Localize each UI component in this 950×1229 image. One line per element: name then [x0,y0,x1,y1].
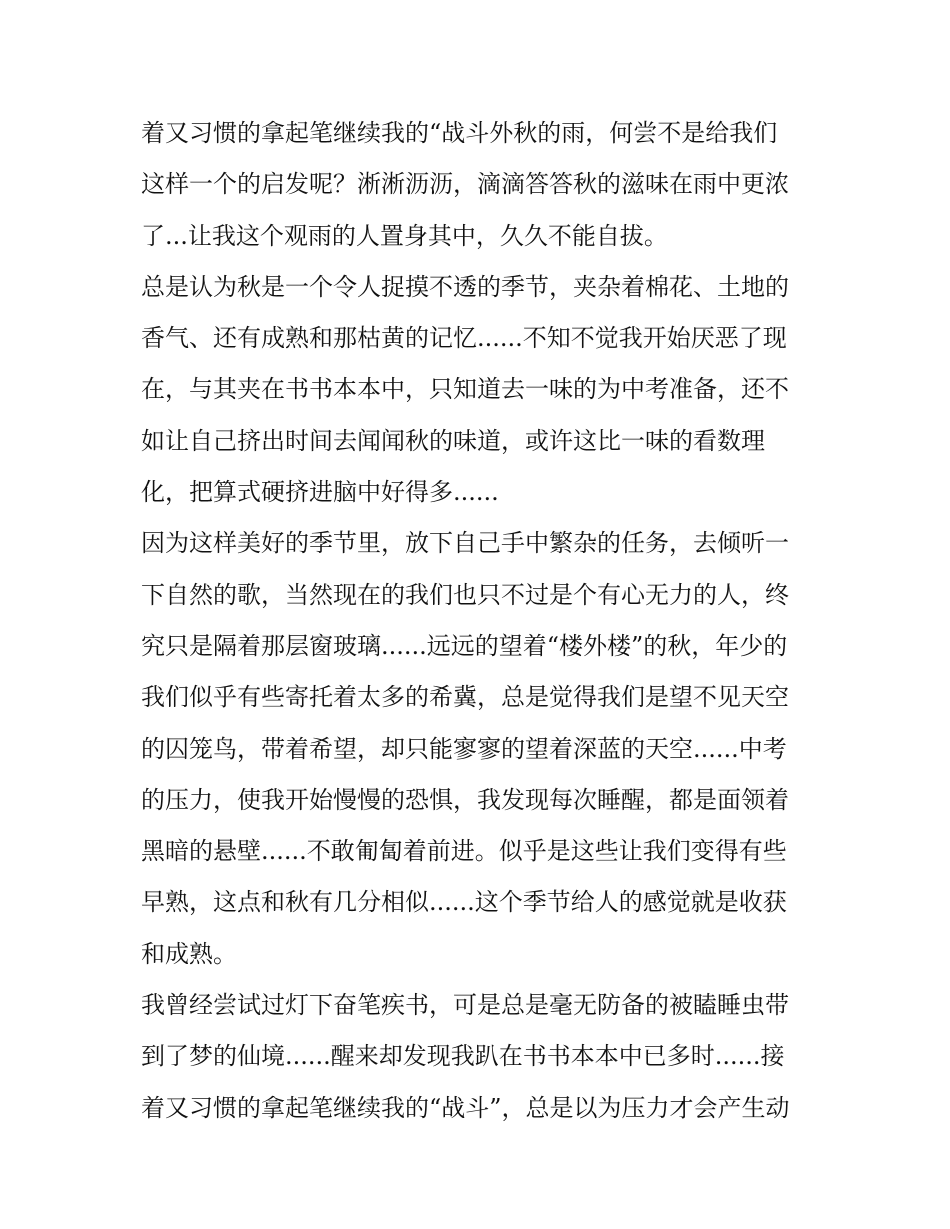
text-line: 如让自己挤出时间去闻闻秋的味道，或许这比一味的看数理 [141,426,765,455]
text-line: 这样一个的启发呢？淅淅沥沥，滴滴答答秋的滋味在雨中更浓 [141,170,789,199]
text-line: 总是认为秋是一个令人捉摸不透的季节，夹杂着棉花、土地的 [141,272,789,301]
text-line: 香气、还有成熟和那枯黄的记忆......不知不觉我开始厌恶了现 [141,324,787,353]
text-line: 黑暗的悬壁......不敢匍匐着前进。似乎是这些让我们变得有些 [141,837,787,866]
text-line: 我们似乎有些寄托着太多的希冀，总是觉得我们是望不见天空 [141,683,789,712]
text-line: 因为这样美好的季节里，放下自己手中繁杂的任务，去倾听一 [141,529,789,558]
text-line: 我曾经尝试过灯下奋笔疾书，可是总是毫无防备的被瞌睡虫带 [141,991,789,1020]
text-line: 了...让我这个观雨的人置身其中，久久不能自拔。 [141,221,668,250]
text-line: 和成熟。 [141,939,237,968]
text-line: 在，与其夹在书书本本中，只知道去一味的为中考准备，还不 [141,375,789,404]
text-line: 的囚笼鸟，带着希望，却只能寥寥的望着深蓝的天空......中考 [141,734,787,763]
text-line: 究只是隔着那层窗玻璃......远远的望着“楼外楼”的秋，年少的 [141,631,788,660]
text-line: 着又习惯的拿起笔继续我的“战斗外秋的雨，何尝不是给我们 [141,119,778,147]
text-line: 下自然的歌，当然现在的我们也只不过是个有心无力的人，终 [141,580,789,609]
text-line: 的压力，使我开始慢慢的恐惧，我发现每次睡醒，都是面领着 [141,785,789,814]
text-line: 化，把算式硬挤进脑中好得多...... [141,478,499,507]
text-line: 着又习惯的拿起笔继续我的“战斗”，总是以为压力才会产生动 [141,1093,790,1122]
text-line: 早熟，这点和秋有几分相似......这个季节给人的感觉就是收获 [141,888,787,917]
text-line: 到了梦的仙境......醒来却发现我趴在书书本本中已多时......接 [141,1042,785,1071]
body-text [141,108,821,1134]
